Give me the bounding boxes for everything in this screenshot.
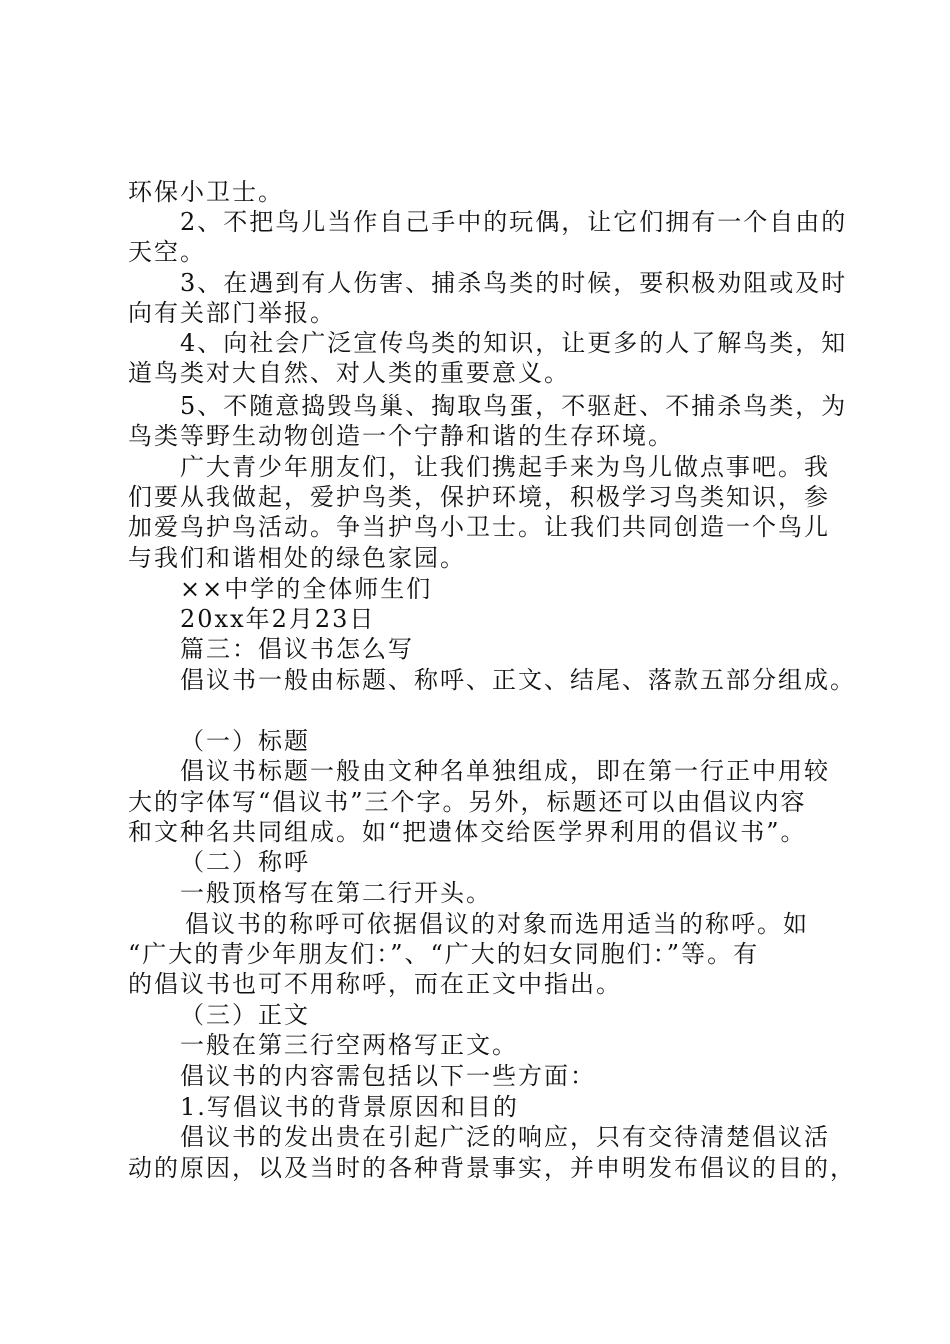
text-line: 1.写倡议书的背景原因和目的 <box>180 1093 519 1121</box>
text-line: 和文种名共同组成。如“把遗体交给医学界利用的倡议书”。 <box>128 818 807 846</box>
text-line: 天空。 <box>128 238 206 266</box>
text-line: 倡议书标题一般由文种名单独组成，即在第一行正中用较 <box>180 757 830 785</box>
text-line: 倡议书的发出贵在引起广泛的响应，只有交待清楚倡议活 <box>180 1123 830 1151</box>
text-line: 与我们和谐相处的绿色家园。 <box>128 544 466 572</box>
text-line: 的倡议书也可不用称呼，而在正文中指出。 <box>128 970 622 998</box>
text-line: 3、在遇到有人伤害、捕杀鸟类的时候，要积极劝阻或及时 <box>180 269 848 297</box>
text-line: 5、不随意捣毁鸟巢、掏取鸟蛋，不驱赶、不捕杀鸟类，为 <box>180 392 848 420</box>
text-line: 大的字体写“倡议书”三个字。另外，标题还可以由倡议内容 <box>128 788 807 816</box>
subsection-heading: （二）称呼 <box>180 848 310 876</box>
subsection-heading: （三）正文 <box>180 1001 310 1029</box>
text-line: 道鸟类对大自然、对人类的重要意义。 <box>128 359 570 387</box>
text-line: 广大青少年朋友们，让我们携起手来为鸟儿做点事吧。我 <box>180 453 830 481</box>
text-line: 4、向社会广泛宣传鸟类的知识，让更多的人了解鸟类，知 <box>180 329 848 357</box>
signature-line: ××中学的全体师生们 <box>180 575 433 603</box>
text-line: 环保小卫士。 <box>128 178 284 206</box>
text-line: “广大的青少年朋友们：”、“广大的妇女同胞们：”等。有 <box>128 940 760 968</box>
text-line: 一般在第三行空两格写正文。 <box>180 1031 518 1059</box>
text-line: 动的原因，以及当时的各种背景事实，并申明发布倡议的目的， <box>128 1154 856 1182</box>
text-line: 加爱鸟护鸟活动。争当护鸟小卫士。让我们共同创造一个鸟儿 <box>128 513 830 541</box>
text-line: 2、不把鸟儿当作自己手中的玩偶，让它们拥有一个自由的 <box>180 208 848 236</box>
text-line: 倡议书一般由标题、称呼、正文、结尾、落款五部分组成。 <box>180 666 856 694</box>
date-line: 20xx年2月23日 <box>180 605 376 633</box>
text-line: 倡议书的内容需包括以下一些方面： <box>180 1062 596 1090</box>
section-heading: 篇三：倡议书怎么写 <box>180 635 414 663</box>
text-line: 一般顶格写在第二行开头。 <box>180 879 492 907</box>
text-line: 倡议书的称呼可依据倡议的对象而选用适当的称呼。如 <box>185 910 809 938</box>
text-line: 向有关部门举报。 <box>128 299 336 327</box>
text-line: 们要从我做起，爱护鸟类，保护环境，积极学习鸟类知识，参 <box>128 483 830 511</box>
text-line: 鸟类等野生动物创造一个宁静和谐的生存环境。 <box>128 422 674 450</box>
subsection-heading: （一）标题 <box>180 727 310 755</box>
